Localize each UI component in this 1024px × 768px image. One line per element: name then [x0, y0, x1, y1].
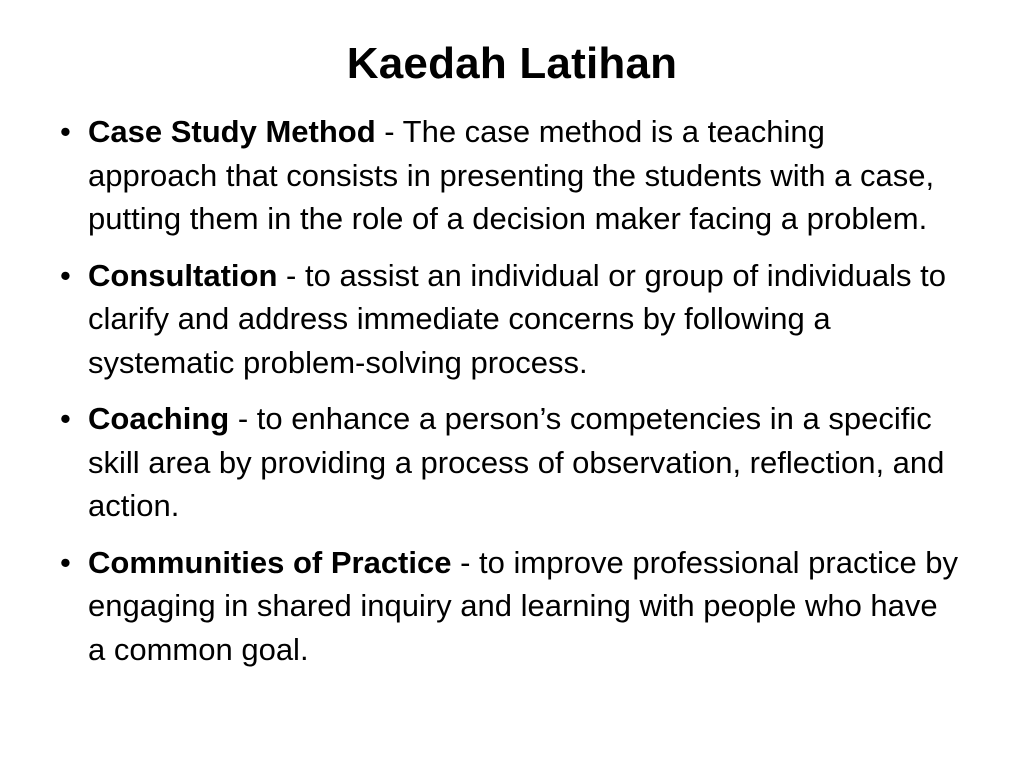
bullet-dot-icon: •	[60, 544, 71, 580]
bullet-separator: -	[375, 114, 403, 149]
bullet-list	[60, 110, 960, 684]
bullet-text: to enhance a person’s competencies in a specific skill area by providing a process of observation, reflection, and action.	[88, 401, 945, 523]
bullet-term: Case Study Method	[88, 114, 376, 149]
bullet-separator: -	[451, 544, 480, 580]
bullet-term: Coaching	[88, 401, 230, 436]
bullet-dot-icon: •	[60, 114, 71, 149]
bullet-item-communities-of-practice	[60, 541, 960, 672]
bullet-item-case-study	[60, 110, 960, 241]
bullet-dot-icon: •	[60, 401, 71, 436]
bullet-dot-icon: •	[60, 257, 71, 293]
bullet-text: to assist an individual or group of individuals to clarify and address immediate concerns by following a systematic problem-solving process.	[88, 257, 947, 380]
bullet-item-consultation	[60, 254, 960, 385]
bullet-text: The case method is a teaching approach that consists in presenting the students with a case, putting them in the role of a decision maker facing a problem.	[88, 114, 935, 236]
bullet-item-coaching	[60, 397, 960, 528]
bullet-term: Consultation	[88, 257, 278, 293]
slide-title: Kaedah Latihan	[346, 39, 678, 88]
bullet-separator: -	[277, 257, 305, 293]
bullet-text: to improve professional practice by engaging in shared inquiry and learning with people who have a common goal.	[88, 544, 959, 667]
bullet-separator: -	[229, 401, 257, 436]
bullet-term: Communities of Practice	[88, 544, 452, 580]
